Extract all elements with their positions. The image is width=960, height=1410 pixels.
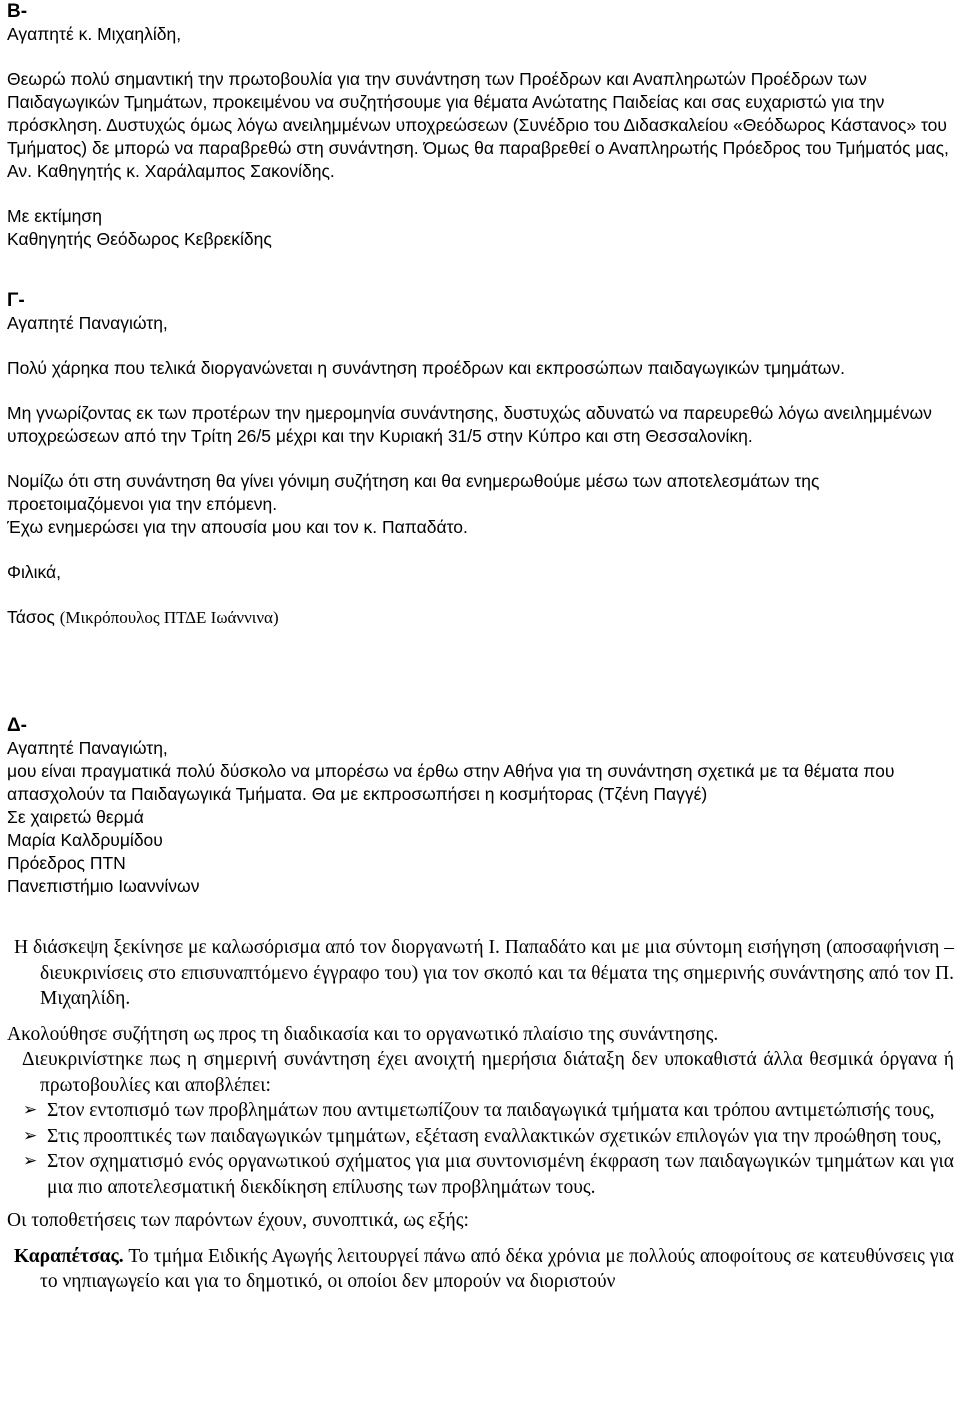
minutes-bullet <box>7 1098 954 1124</box>
section-g-closing: Φιλικά, <box>7 562 62 582</box>
section-g-greeting: Αγαπητέ Παναγιώτη, <box>7 313 168 333</box>
section-g-paragraph-2: Μη γνωρίζοντας εκ των προτέρων την ημερομηνία συνάντησης, δυστυχώς αδυνατώ να παρευρεθώ λόγω ανειλημμένων υποχρεώσεων από την Τρίτη 26/5 μέχρι και την Κυριακή 31/5 στην Κύπρο και στη Θεσσαλονίκη. <box>7 403 932 446</box>
arrow-bullet-icon: ➢ <box>23 1151 38 1171</box>
section-b <box>7 0 954 251</box>
section-g-paragraph-1: Πολύ χάρηκα που τελικά διοργανώνεται η συνάντηση προέδρων και εκπροσώπων παιδαγωγικών τμημάτων. <box>7 358 845 378</box>
section-b-closing: Με εκτίμηση <box>7 206 102 226</box>
minutes <box>7 935 954 1295</box>
section-g-heading: Γ- <box>7 290 25 311</box>
section-b-signature: Καθηγητής Θεόδωρος Κεβρεκίδης <box>7 229 272 249</box>
minutes-paragraph-2a: Ακολούθησε συζήτηση ως προς τη διαδικασία και το οργανωτικό πλαίσιο της συνάντησης. <box>7 1023 719 1045</box>
minutes-bullet-text: Στις προοπτικές των παιδαγωγικών τμημάτων, εξέταση εναλλακτικών σχετικών επιλογών για την προώθηση τους, <box>47 1125 942 1147</box>
section-d-greeting: Αγαπητέ Παναγιώτη, <box>7 738 168 758</box>
section-g <box>7 289 954 629</box>
section-d-signature-org: Πανεπιστήμιο Ιωαννίνων <box>7 876 200 896</box>
minutes-paragraph-2b: Διευκρινίστηκε πως η σημερινή συνάντηση έχει ανοιχτή ημερήσια διάταξη δεν υποκαθιστά άλλα θεσμικά όργανα ή πρωτοβουλίες και αποβλέπει: <box>22 1049 954 1096</box>
minutes-bullet-text: Στον εντοπισμό των προβλημάτων που αντιμετωπίζουν τα παιδαγωγικά τμήματα και τρόπου αντιμετώπισής τους, <box>47 1100 935 1121</box>
section-g-paragraph-4: Έχω ενημερώσει για την απουσία μου και τον κ. Παπαδάτο. <box>7 517 468 537</box>
speaker-text: Το τμήμα Ειδικής Αγωγής λειτουργεί πάνω από δέκα χρόνια με πολλούς αποφοίτους σε κατευθύνσεις για το νηπιαγωγείο και για το δημοτικό, οι οποίοι δεν μπορούν να διοριστούν <box>40 1245 954 1292</box>
minutes-paragraph-3: Οι τοποθετήσεις των παρόντων έχουν, συνοπτικά, ως εξής: <box>7 1210 469 1231</box>
arrow-bullet-icon: ➢ <box>23 1100 38 1120</box>
section-b-heading: Β- <box>7 1 28 22</box>
minutes-speaker-paragraph <box>7 1244 954 1295</box>
section-g-signature <box>7 606 954 629</box>
section-b-paragraph: Θεωρώ πολύ σημαντική την πρωτοβουλία για την συνάντηση των Προέδρων και Αναπληρωτών Προέδρων των Παιδαγωγικών Τμημάτων, προκειμένου να συζητήσουμε για θέματα Ανώτατης Παιδείας και σας ευχαριστώ για την πρόσκληση. Δυστυχώς όμως λόγω ανειλημμένων υποχρεώσεων (Συνέδριο του Διδασκαλείου «Θεόδωρος Κάστανος» του Τμήματος) δε μπορώ να παραβρεθώ στη συνάντηση. Όμως θα παραβρεθεί ο Αναπληρωτής Πρόεδρος του Τμήματός μας, Αν. Καθηγητής κ. Χαράλαμπος Σακονίδης. <box>7 69 949 181</box>
section-d-signature-name: Μαρία Καλδρυμίδου <box>7 830 163 850</box>
minutes-paragraph-1: Η διάσκεψη ξεκίνησε με καλωσόρισμα από τον διοργανωτή Ι. Παπαδάτο και με μια σύντομη εισήγηση (αποσαφήνιση – διευκρινίσεις στο επισυναπτόμενο έγγραφο του) για τον σκοπό και τα θέματα της σημερινής συνάντησης από τον Π. Μιχαηλίδη. <box>14 937 954 1009</box>
minutes-bullet <box>7 1124 954 1150</box>
minutes-bullet-text: Στον σχηματισμό ενός οργανωτικού σχήματος για μια συντονισμένη έκφραση των παιδαγωγικών τμημάτων και για μια πιο αποτελεσματική διεκδίκηση επίλυσης των προβλημάτων τους. <box>47 1151 954 1198</box>
minutes-bullet <box>7 1149 954 1200</box>
section-g-paragraph-3: Νομίζω ότι στη συνάντηση θα γίνει γόνιμη συζήτηση και θα ενημερωθούμε μέσω των αποτελεσμάτων της προετοιμαζόμενοι για την επόμενη. <box>7 471 820 514</box>
section-d <box>7 714 954 898</box>
section-g-signature-note: (Μικρόπουλος ΠΤΔΕ Ιωάννινα) <box>59 608 279 627</box>
section-b-greeting: Αγαπητέ κ. Μιχαηλίδη, <box>7 24 182 44</box>
section-d-closing: Σε χαιρετώ θερμά <box>7 807 144 827</box>
section-g-signature-name: Τάσος <box>7 607 55 627</box>
arrow-bullet-icon: ➢ <box>23 1125 38 1146</box>
section-d-paragraph: μου είναι πραγματικά πολύ δύσκολο να μπορέσω να έρθω στην Αθήνα για τη συνάντηση σχετικά με τα θέματα που απασχολούν τα Παιδαγωγικά Τμήματα. Θα με εκπροσωπήσει η κοσμήτορας (Τζένη Παγγέ) <box>7 761 895 804</box>
section-d-signature-title: Πρόεδρος ΠΤΝ <box>7 853 126 873</box>
section-d-heading: Δ- <box>7 715 27 736</box>
speaker-name: Καραπέτσας. <box>14 1245 124 1267</box>
